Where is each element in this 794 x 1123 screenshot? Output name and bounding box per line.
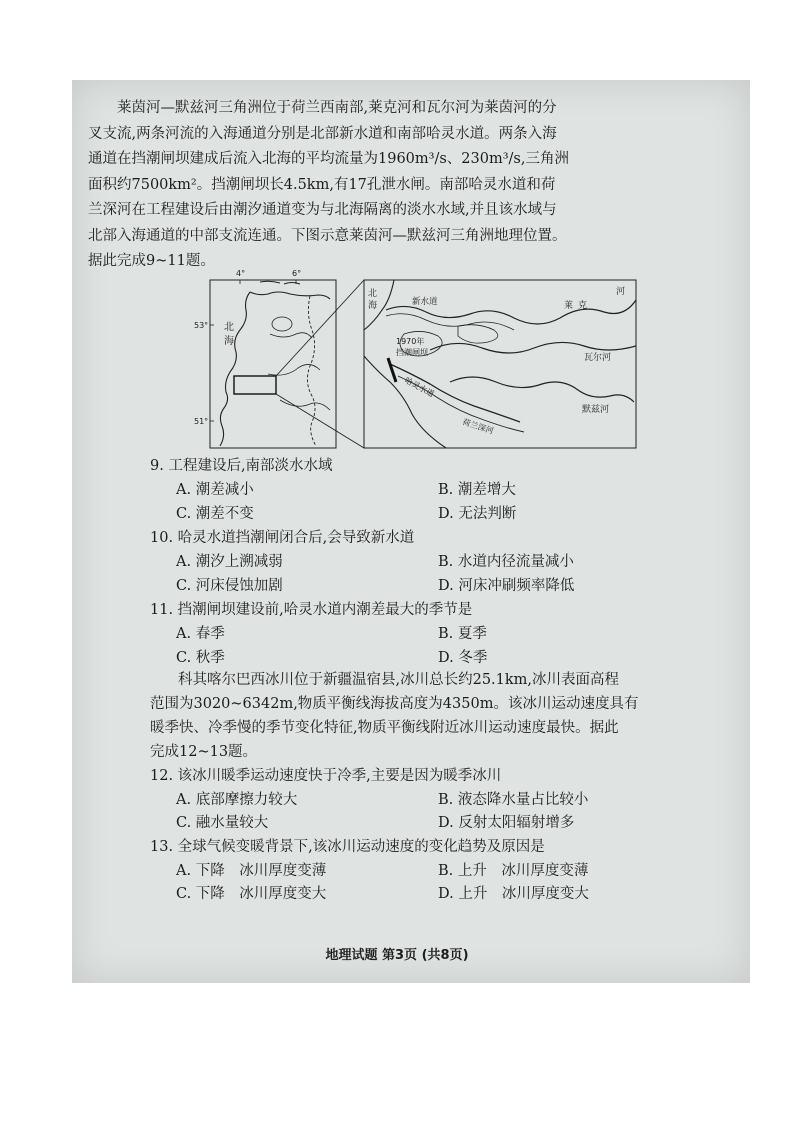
haringvliet-label: 哈灵水道 [403, 375, 436, 399]
waal-label: 瓦尔河 [584, 353, 612, 363]
option-c[interactable]: C. 河床侵蚀加剧 [176, 578, 283, 594]
option-d[interactable]: D. 河床冲刷频率降低 [438, 578, 575, 594]
lek-label: 莱 [564, 301, 574, 311]
lat-label-51: 51° [194, 417, 209, 426]
new-waterway-label: 新水道 [412, 297, 438, 307]
lek-label: 克 [578, 301, 588, 311]
lek-label: 河 [616, 287, 626, 297]
dam-name-label: 挡潮闸坝 [396, 348, 428, 357]
rhine-delta-map [190, 264, 660, 456]
question-stem: 11. 挡潮闸坝建设前,哈灵水道内潮差最大的季节是 [150, 602, 473, 618]
passage-line: 范围为3020~6342m,物质平衡线海拔高度为4350m。该冰川运动速度具有 [150, 696, 639, 712]
option-d[interactable]: D. 反射太阳辐射增多 [438, 815, 575, 831]
lat-label-53: 53° [194, 321, 209, 330]
passage-line: 叉支流,两条河流的入海通道分别是北部新水道和南部哈灵水道。两条入海 [88, 125, 557, 142]
page-footer: 地理试题 第3页 (共8页) [325, 948, 469, 963]
inset-sea-label: 海 [224, 336, 234, 347]
option-d[interactable]: D. 冬季 [438, 650, 488, 666]
dam-year-label: 1970年 [396, 337, 425, 346]
option-a[interactable]: A. 底部摩擦力较大 [176, 792, 298, 808]
option-b[interactable]: B. 夏季 [438, 626, 487, 642]
option-d[interactable]: D. 上升 冰川厚度变大 [438, 886, 589, 902]
option-b[interactable]: B. 液态降水量占比较小 [438, 792, 589, 808]
passage-line: 通道在挡潮闸坝建成后流入北海的平均流量为1960m³/s、230m³/s,三角洲 [88, 151, 569, 167]
option-c[interactable]: C. 下降 冰川厚度变大 [176, 886, 327, 902]
question-stem: 9. 工程建设后,南部淡水水域 [150, 458, 333, 474]
option-c[interactable]: C. 潮差不变 [176, 506, 254, 522]
passage-line: 暖季快、冷季慢的季节变化特征,物质平衡线附近冰川运动速度最快。据此 [150, 720, 619, 736]
question-stem: 10. 哈灵水道挡潮闸闭合后,会导致新水道 [150, 530, 415, 546]
netherlands-inset-map [194, 269, 364, 448]
passage-line: 完成12~13题。 [150, 744, 258, 760]
option-a[interactable]: A. 潮差减小 [176, 482, 254, 498]
option-d[interactable]: D. 无法判断 [438, 506, 517, 522]
detail-sea-label: 海 [368, 301, 378, 311]
option-c[interactable]: C. 融水量较大 [176, 815, 269, 831]
option-b[interactable]: B. 潮差增大 [438, 482, 516, 498]
option-a[interactable]: A. 潮汐上溯减弱 [176, 554, 283, 570]
hollands-diep-label: 荷兰深河 [461, 417, 495, 436]
option-b[interactable]: B. 水道内径流量减小 [438, 554, 574, 570]
passage-line: 科其喀尔巴西冰川位于新疆温宿县,冰川总长约25.1km,冰川表面高程 [178, 672, 620, 688]
option-c[interactable]: C. 秋季 [176, 650, 225, 666]
inset-sea-label: 北 [224, 322, 234, 333]
delta-detail-map [364, 280, 636, 448]
lon-label-4: 4° [236, 269, 246, 278]
passage-line: 面积约7500km²。挡潮闸坝长4.5km,有17孔泄水闸。南部哈灵水道和荷 [88, 176, 556, 193]
passage-line: 据此完成9~11题。 [88, 253, 215, 269]
lon-label-6: 6° [292, 269, 302, 278]
passage-line: 北部入海通道的中部支流连通。下图示意莱茵河—默兹河三角洲地理位置。 [88, 227, 567, 244]
maas-label: 默兹河 [582, 405, 610, 415]
passage-line: 兰深河在工程建设后由潮汐通道变为与北海隔离的淡水水域,并且该水域与 [88, 202, 557, 218]
option-a[interactable]: A. 下降 冰川厚度变薄 [176, 863, 327, 879]
option-a[interactable]: A. 春季 [176, 626, 225, 642]
question-stem: 13. 全球气候变暖背景下,该冰川运动速度的变化趋势及原因是 [150, 839, 545, 855]
passage-line: 莱茵河—默兹河三角洲位于荷兰西南部,莱克河和瓦尔河为莱茵河的分 [117, 100, 557, 116]
detail-sea-label: 北 [368, 289, 378, 299]
question-stem: 12. 该冰川暖季运动速度快于冷季,主要是因为暖季冰川 [150, 768, 502, 784]
option-b[interactable]: B. 上升 冰川厚度变薄 [438, 863, 589, 879]
